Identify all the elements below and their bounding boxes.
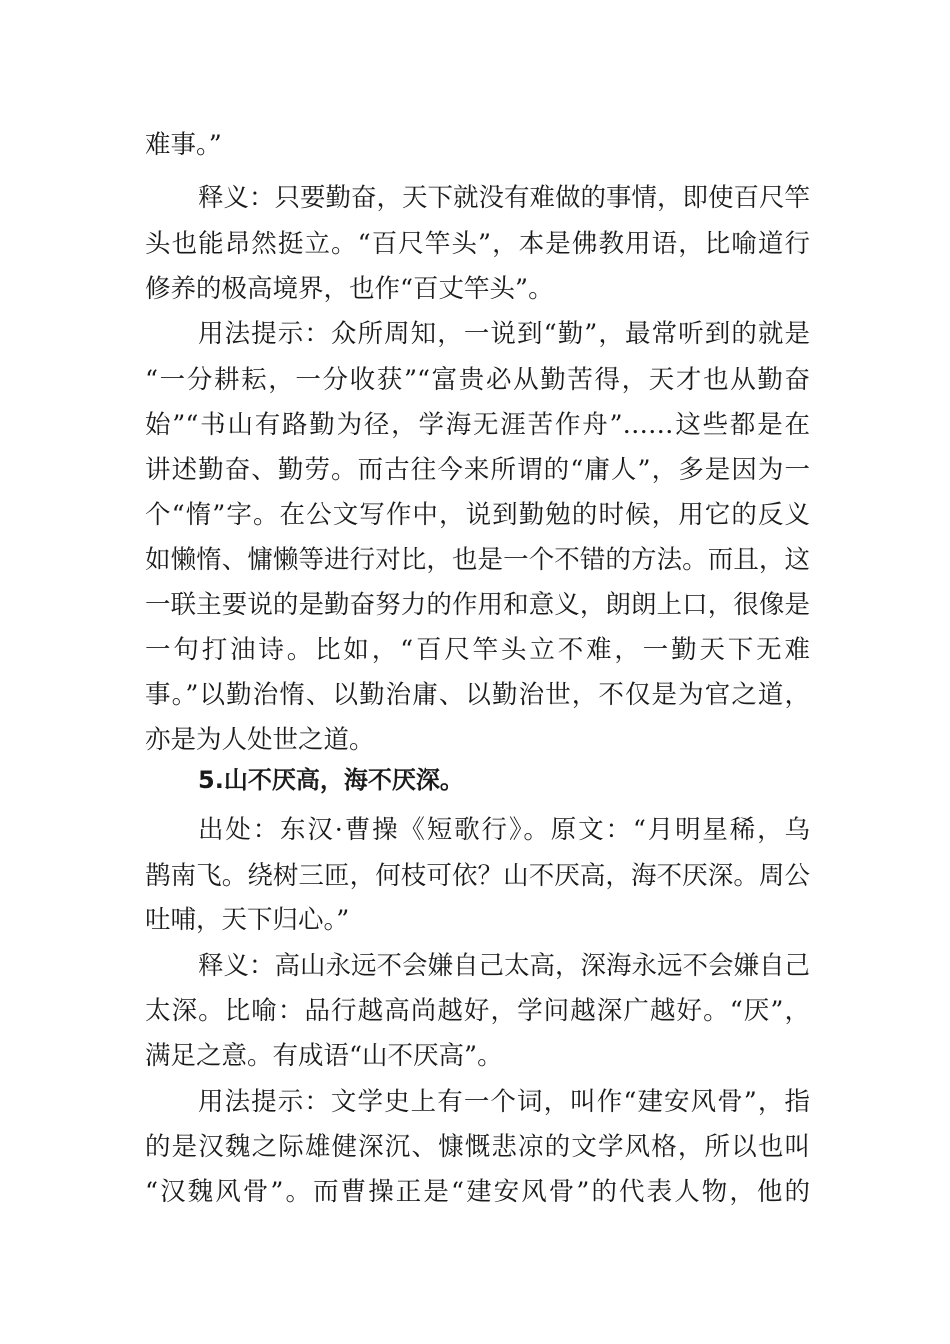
text-line: 吐哺，天下归心。” [145, 905, 350, 935]
text-line: 出处：东汉·曹操《短歌行》。原文：“月明星稀，乌 [198, 815, 810, 845]
text-line: “一分耕耘，一分收获”“富贵必从勤苦得，天才也从勤奋 [145, 365, 810, 395]
text-line: 讲述勤奋、勤劳。而古往今来所谓的“庸人”，多是因为一 [145, 455, 810, 485]
text-line: “汉魏风骨”。而曹操正是“建安风骨”的代表人物，他的 [145, 1177, 810, 1207]
text-line: 事。”以勤治惰、以勤治庸、以勤治世，不仅是为官之道， [145, 680, 810, 710]
text-line: 释义：只要勤奋，天下就没有难做的事情，即使百尺竿 [198, 183, 811, 213]
text-line: 修养的极高境界，也作“百丈竿头”。 [145, 274, 554, 304]
text-line: 个“惰”字。在公文写作中，说到勤勉的时候，用它的反义 [145, 500, 810, 530]
text-line: 用法提示：文学史上有一个词，叫作“建安风骨”，指 [198, 1087, 810, 1117]
text-line: 始”“书山有路勤为径，学海无涯苦作舟”……这些都是在 [145, 410, 810, 440]
text-line: 满足之意。有成语“山不厌高”。 [145, 1041, 503, 1071]
text-line: 一句打油诗。比如，“百尺竿头立不难，一勤天下无难 [145, 635, 810, 665]
text-line: 一联主要说的是勤奋努力的作用和意义，朗朗上口，很像是 [145, 590, 810, 620]
text-line: 太深。比喻：品行越高尚越好，学问越深广越好。“厌”， [145, 996, 810, 1026]
text-line: 亦是为人处世之道。 [145, 725, 375, 755]
text-line: 难事。” [145, 130, 222, 160]
text-line: 用法提示：众所周知，一说到“勤”，最常听到的就是 [198, 319, 810, 349]
text-line: 的是汉魏之际雄健深沉、慷慨悲凉的文学风格，所以也叫 [145, 1132, 810, 1162]
text-line: 头也能昂然挺立。“百尺竿头”，本是佛教用语，比喻道行 [145, 229, 810, 259]
text-line: 鹊南飞。绕树三匝，何枝可依？山不厌高，海不厌深。周公 [145, 861, 810, 891]
text-line: 如懒惰、慵懒等进行对比，也是一个不错的方法。而且，这 [145, 545, 810, 575]
section-heading: 5.山不厌高，海不厌深。 [198, 766, 464, 794]
text-line: 释义：高山永远不会嫌自己太高，深海永远不会嫌自己 [198, 951, 811, 981]
